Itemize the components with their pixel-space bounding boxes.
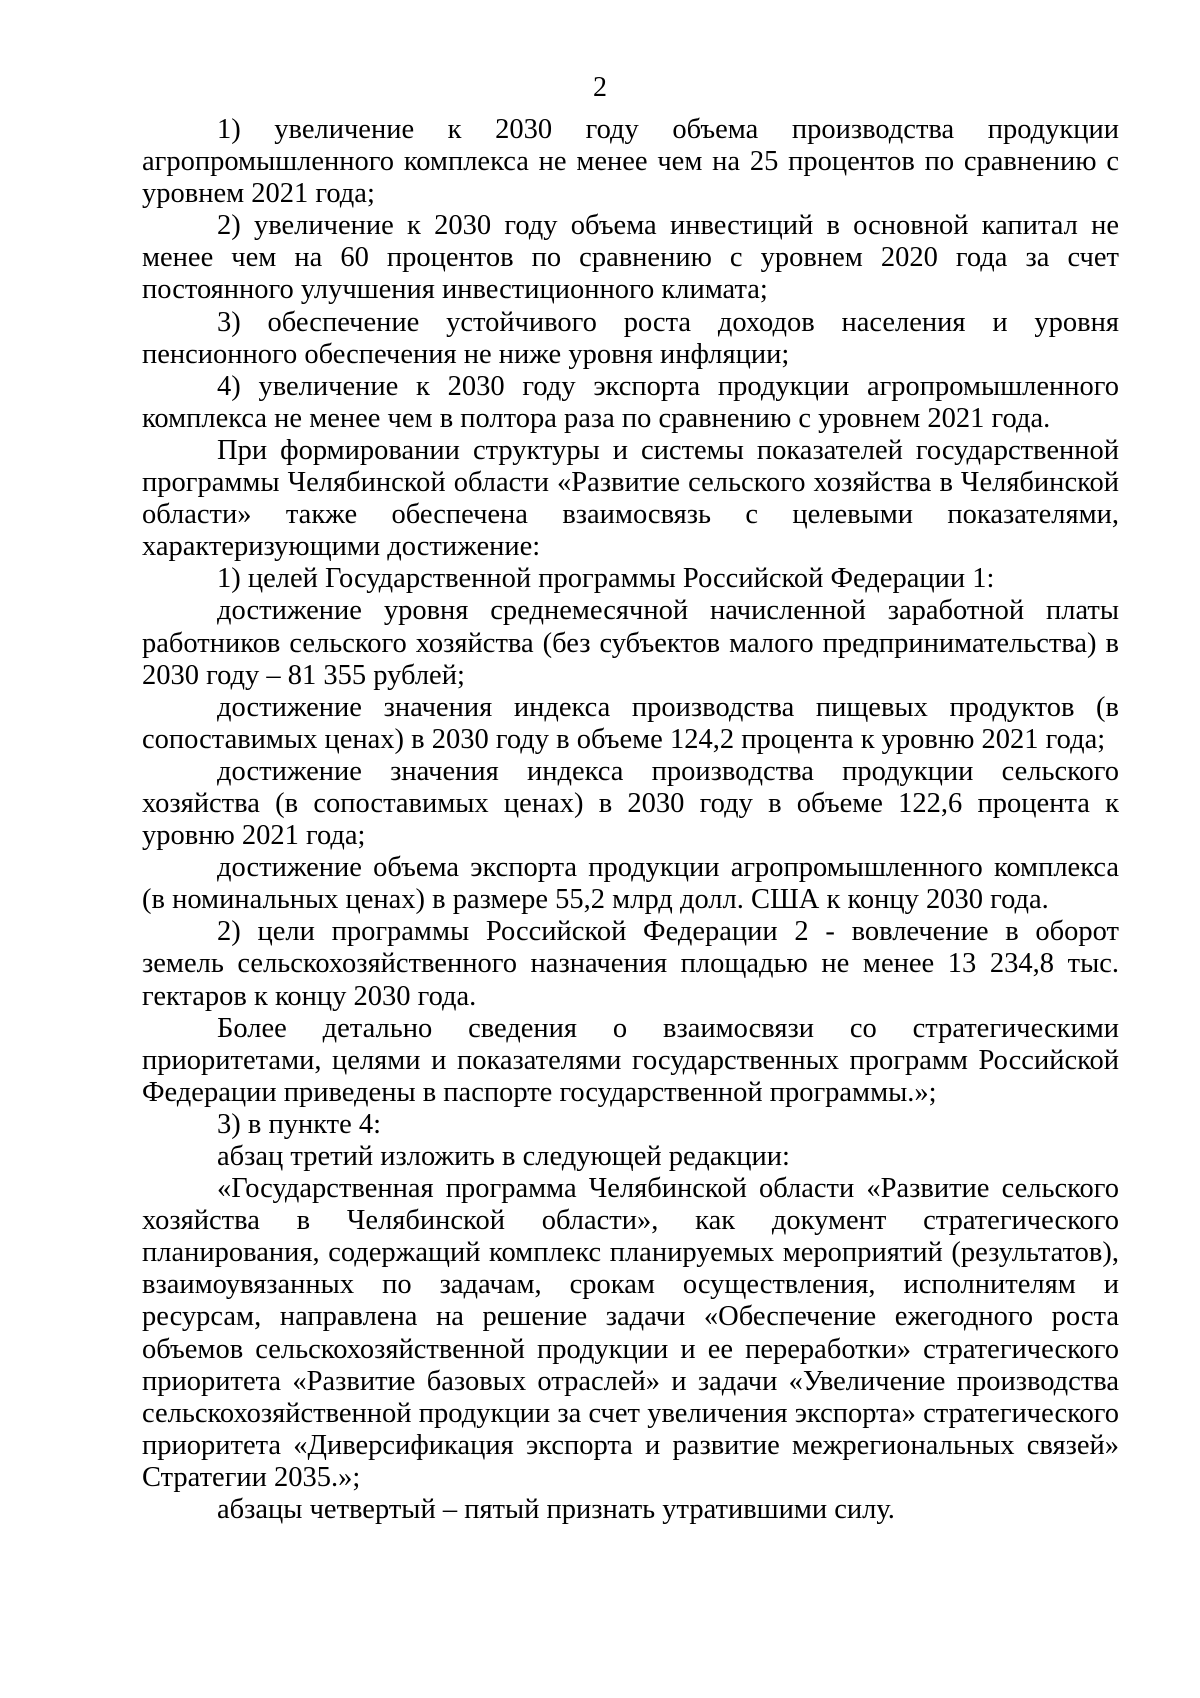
paragraph-indicator-structure: При формировании структуры и системы показателей государственной программы Челябинской области «Развитие сельского хозяйства в Челябинской области» также обеспечена взаимосвязь с целевыми показателями, характеризующими достижение:	[142, 434, 1119, 563]
paragraph-salary-indicator: достижение уровня среднемесячной начисленной заработной платы работников сельского хозяйства (без субъектов малого предпринимательства) в 2030 году – 81 355 рублей;	[142, 595, 1119, 691]
paragraph-food-index-indicator: достижение значения индекса производства пищевых продуктов (в сопоставимых ценах) в 2030 году в объеме 124,2 процента к уровню 2021 года;	[142, 691, 1119, 755]
paragraph-repeal-instruction: абзацы четвертый – пятый признать утратившими силу.	[217, 1494, 895, 1526]
document-body	[142, 114, 1119, 1526]
paragraph-goal-investment-growth: 2) увеличение к 2030 году объема инвестиций в основной капитал не менее чем на 60 процентов по сравнению с уровнем 2020 года за счет постоянного улучшения инвестиционного климата;	[142, 210, 1119, 306]
paragraph-export-volume-indicator: достижение объема экспорта продукции агропромышленного комплекса (в номинальных ценах) в размере 55,2 млрд долл. США к концу 2030 года.	[142, 852, 1119, 916]
paragraph-program-description: «Государственная программа Челябинской области «Развитие сельского хозяйства в Челябинской области», как документ стратегического планирования, содержащий комплекс планируемых мероприятий (результатов), взаимоувязанных по задачам, срокам осуществления, исполнителям и ресурсам, направлена на решение задачи «Обеспечение ежегодного роста объемов сельскохозяйственной продукции и ее переработки» стратегического приоритета «Развитие базовых отраслей» и задачи «Увеличение производства сельскохозяйственной продукции за счет увеличения экспорта» стратегического приоритета «Диверсификация экспорта и развитие межрегиональных связей» Стратегии 2035.»;	[142, 1173, 1119, 1493]
paragraph-goal-income-growth: 3) обеспечение устойчивого роста доходов населения и уровня пенсионного обеспечения не ниже уровня инфляции;	[142, 306, 1119, 370]
paragraph-clause-4: 3) в пункте 4:	[217, 1108, 382, 1140]
paragraph-land-use-goal: 2) цели программы Российской Федерации 2 - вовлечение в оборот земель сельскохозяйственного назначения площадью не менее 13 234,8 тыс. гектаров к концу 2030 года.	[142, 916, 1119, 1012]
paragraph-goal-export-growth: 4) увеличение к 2030 году экспорта продукции агропромышленного комплекса не менее чем в полтора раза по сравнению с уровнем 2021 года.	[142, 370, 1119, 434]
paragraph-federal-program-goals: 1) целей Государственной программы Российской Федерации 1:	[217, 563, 995, 595]
paragraph-third-abzac-instruction: абзац третий изложить в следующей редакции:	[217, 1141, 790, 1172]
paragraph-goal-production-growth: 1) увеличение к 2030 году объема производства продукции агропромышленного комплекса не менее чем на 25 процентов по сравнению с уровнем 2021 года;	[142, 114, 1119, 210]
paragraph-passport-reference: Более детально сведения о взаимосвязи со стратегическими приоритетами, целями и показателями государственных программ Российской Федерации приведены в паспорте государственной программы.»;	[142, 1012, 1119, 1108]
paragraph-agri-index-indicator: достижение значения индекса производства продукции сельского хозяйства (в сопоставимых ценах) в 2030 году в объеме 122,6 процента к уровню 2021 года;	[142, 755, 1119, 852]
page-number: 2	[593, 72, 607, 103]
